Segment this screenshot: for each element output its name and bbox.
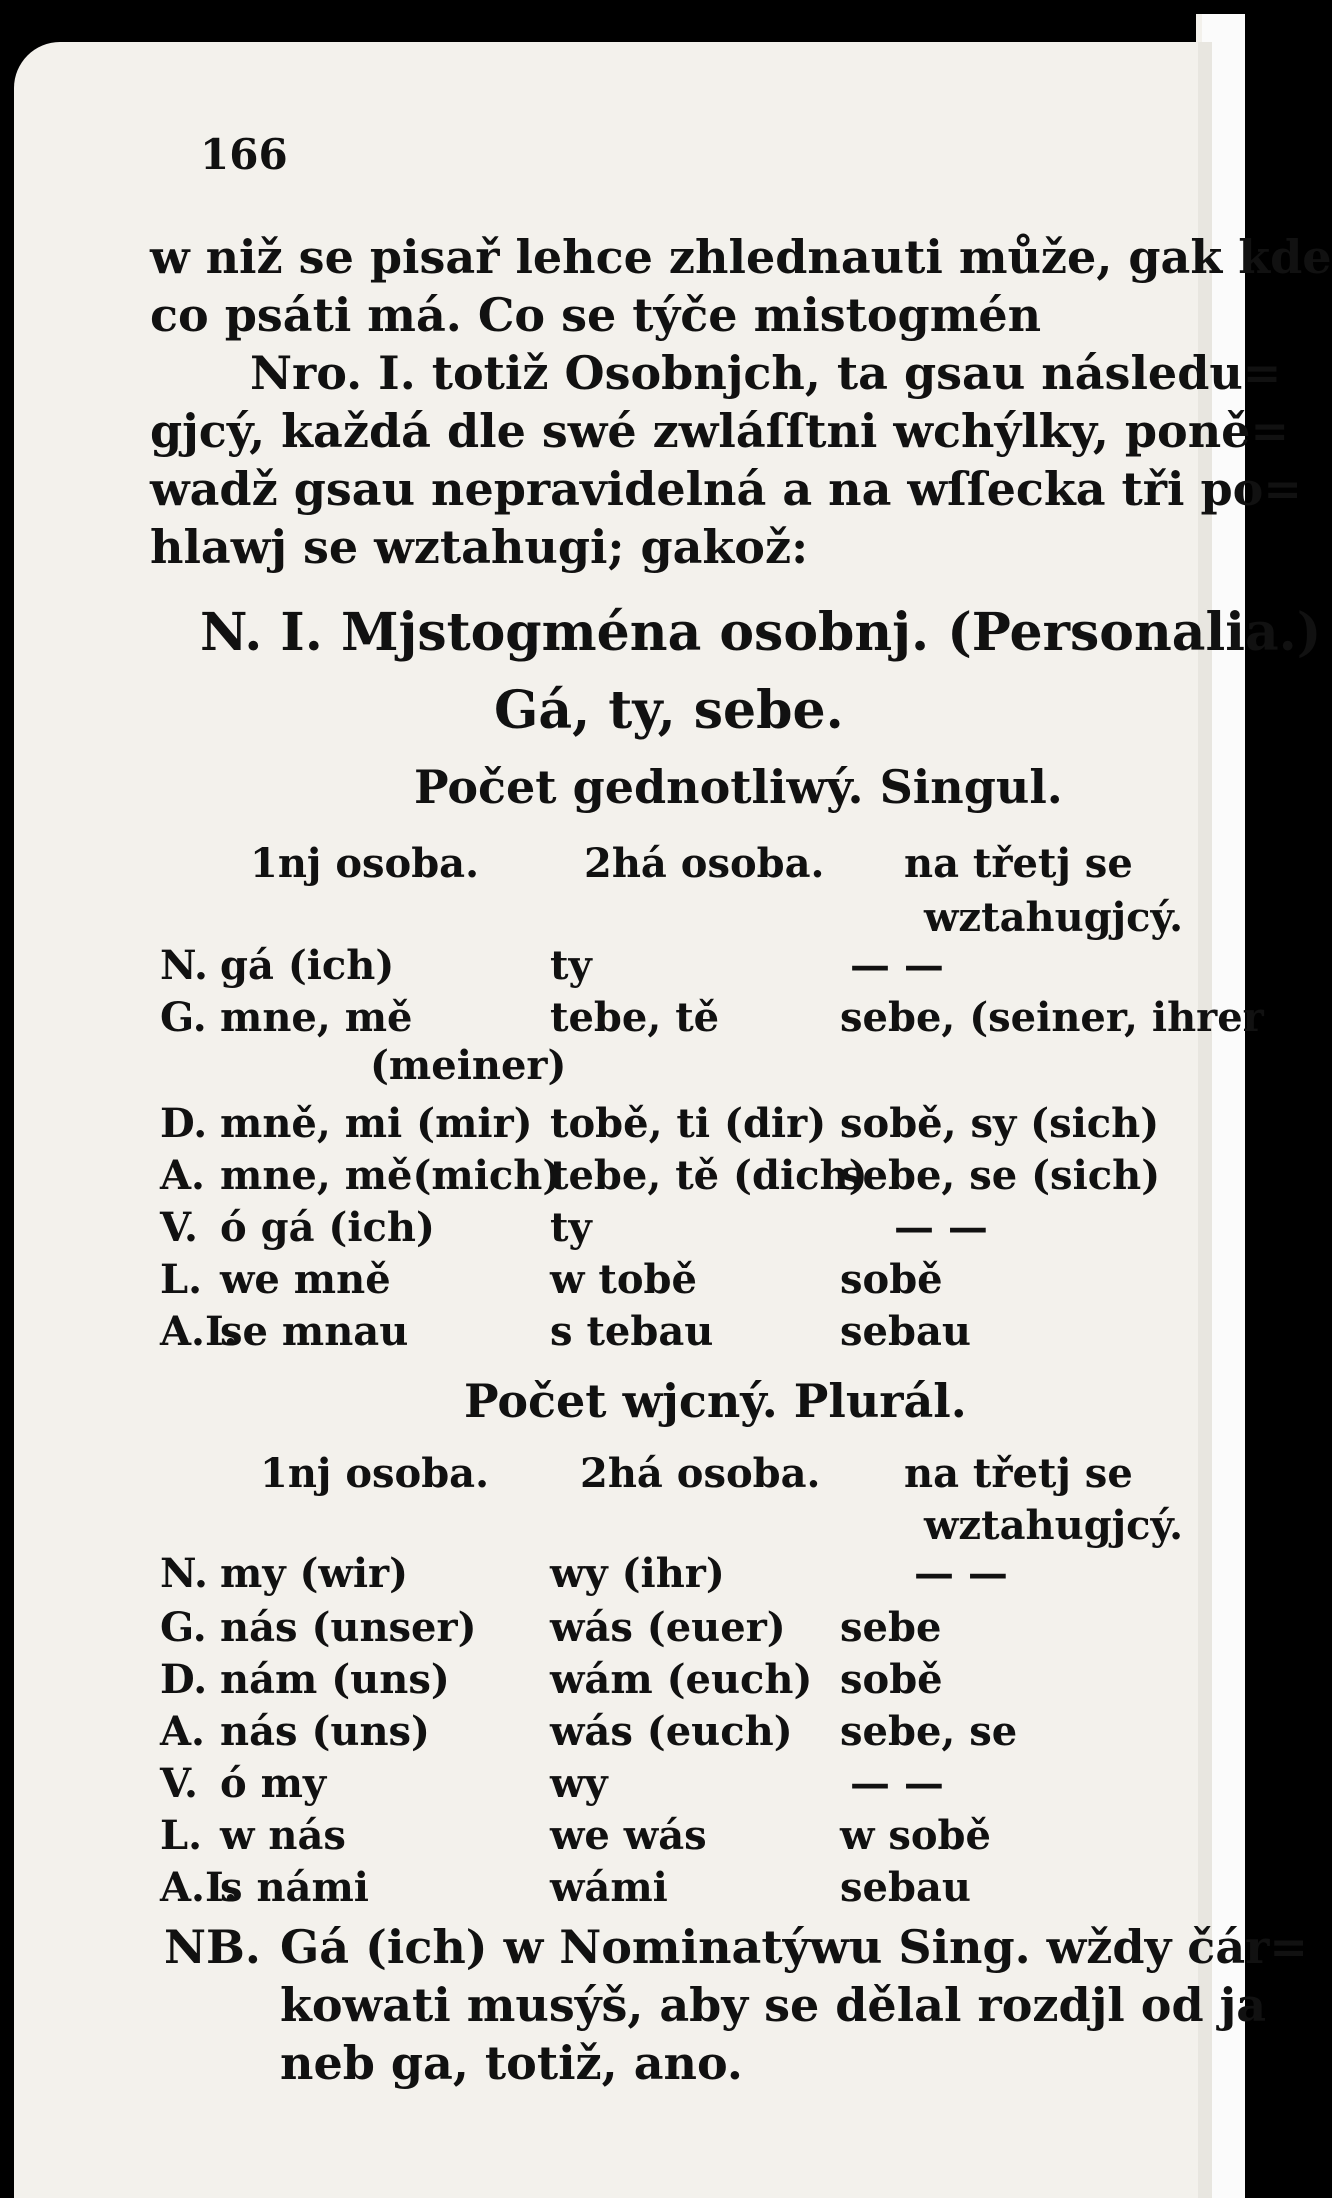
col-header-reflexive: na třetj se	[904, 1450, 1133, 1497]
table-row	[160, 1656, 450, 1703]
first-person-form: se mnau	[220, 1308, 409, 1355]
col-header-reflexive-cont: wztahugjcý.	[924, 1502, 1184, 1549]
case-label: A.	[160, 1708, 205, 1755]
first-person-form: ó gá (ich)	[220, 1204, 435, 1251]
first-person-form: nám (uns)	[220, 1656, 450, 1703]
case-label: G.	[160, 1604, 207, 1651]
case-label: G.	[160, 994, 207, 1041]
case-label: L.	[160, 1812, 203, 1859]
note-line: Gá (ich) w Nominatýwu Sing. wždy čár=	[280, 1920, 1308, 1974]
second-person-form: wy (ihr)	[550, 1550, 725, 1597]
reflexive-form: w sobě	[840, 1812, 991, 1859]
first-person-form: ó my	[220, 1760, 327, 1807]
first-person-form: my (wir)	[220, 1550, 409, 1597]
case-label: N.	[160, 942, 208, 989]
col-header-reflexive: na třetj se	[904, 840, 1133, 887]
case-label: A.	[160, 1152, 205, 1199]
table-row	[160, 1308, 408, 1355]
reflexive-form: sebe, se (sich)	[840, 1152, 1161, 1199]
second-person-form: ty	[550, 942, 592, 989]
col-header-reflexive-cont: wztahugjcý.	[924, 894, 1184, 941]
table-row	[160, 1864, 369, 1911]
reflexive-form: sobě	[840, 1256, 943, 1303]
second-person-form: tebe, tě (dich)	[550, 1152, 868, 1199]
reflexive-form: — —	[914, 1550, 1008, 1597]
first-person-form: s námi	[220, 1864, 369, 1911]
note-label: NB.	[164, 1920, 261, 1974]
table-row	[160, 1256, 391, 1303]
case-label: D.	[160, 1656, 208, 1703]
second-person-form: tobě, ti (dir)	[550, 1100, 827, 1147]
reflexive-form: sobě	[840, 1656, 943, 1703]
note-line: kowati musýš, aby se dělal rozdjl od ja	[280, 1978, 1267, 2032]
reflexive-form: sebau	[840, 1864, 971, 1911]
second-person-form: ty	[550, 1204, 592, 1251]
table-row	[160, 994, 412, 1041]
second-person-form: wám (euch)	[550, 1656, 813, 1703]
plural-title: Počet wjcný. Plurál.	[464, 1374, 967, 1428]
table-row	[160, 1812, 346, 1859]
singular-title: Počet gednotliwý. Singul.	[414, 760, 1063, 814]
second-person-form: wy	[550, 1760, 608, 1807]
table-row	[160, 1204, 435, 1251]
table-row	[160, 1550, 408, 1597]
first-person-form: nás (unser)	[220, 1604, 477, 1651]
second-person-form: s tebau	[550, 1308, 714, 1355]
intro-line: gjcý, každá dle swé zwláſſtni wchýlky, poně=	[150, 404, 1289, 458]
reflexive-form: sebe	[840, 1604, 942, 1651]
intro-line: wadž gsau nepravidelná a na wſſecka tři po=	[150, 462, 1302, 516]
second-person-form: tebe, tě	[550, 994, 720, 1041]
reflexive-form: — —	[894, 1204, 988, 1251]
page-number: 166	[200, 130, 288, 179]
col-header-first-person: 1nj osoba.	[260, 1450, 490, 1497]
table-row	[160, 1708, 430, 1755]
col-header-first-person: 1nj osoba.	[250, 840, 480, 887]
case-label: V.	[160, 1204, 198, 1251]
note-line: neb ga, totiž, ano.	[280, 2036, 743, 2090]
first-person-form: w nás	[220, 1812, 346, 1859]
intro-line: co psáti má. Co se týče mistogmén	[150, 288, 1042, 342]
intro-line: Nro. I. totiž Osobnjch, ta gsau následu=	[250, 346, 1282, 400]
second-person-form: w tobě	[550, 1256, 697, 1303]
first-person-form: mne, mě	[220, 994, 413, 1041]
case-label: A.I.	[160, 1864, 238, 1911]
reflexive-form: — —	[850, 1760, 944, 1807]
reflexive-form: sebe, (seiner, ihrer	[840, 994, 1264, 1041]
section-subtitle: Gá, ty, sebe.	[494, 680, 844, 741]
section-title: N. I. Mjstogména osobnj. (Personalia.)	[200, 602, 1322, 663]
case-label: A.I.	[160, 1308, 238, 1355]
first-person-form-cont: (meiner)	[370, 1042, 567, 1089]
reflexive-form: sebe, se	[840, 1708, 1018, 1755]
col-header-second-person: 2há osoba.	[580, 1450, 821, 1497]
table-row	[160, 1152, 561, 1199]
first-person-form: we mně	[220, 1256, 391, 1303]
first-person-form: nás (uns)	[220, 1708, 430, 1755]
second-person-form: we wás	[550, 1812, 707, 1859]
table-row	[160, 1604, 477, 1651]
table-row	[160, 942, 394, 989]
reflexive-form: sebau	[840, 1308, 971, 1355]
first-person-form: mně, mi (mir)	[220, 1100, 533, 1147]
second-person-form: wámi	[550, 1864, 668, 1911]
col-header-second-person: 2há osoba.	[584, 840, 825, 887]
case-label: L.	[160, 1256, 203, 1303]
intro-line: hlawj se wztahugi; gakož:	[150, 520, 809, 574]
reflexive-form: — —	[850, 942, 944, 989]
first-person-form: gá (ich)	[220, 942, 395, 989]
book-page	[14, 42, 1332, 2198]
second-person-form: wás (euch)	[550, 1708, 793, 1755]
second-person-form: wás (euer)	[550, 1604, 786, 1651]
table-row	[160, 1760, 326, 1807]
table-row	[160, 1100, 533, 1147]
reflexive-form: sobě, sy (sich)	[840, 1100, 1160, 1147]
first-person-form: mne, mě(mich)	[220, 1152, 562, 1199]
case-label: V.	[160, 1760, 198, 1807]
case-label: N.	[160, 1550, 208, 1597]
case-label: D.	[160, 1100, 208, 1147]
intro-line: w niž se pisař lehce zhlednauti může, gak kde	[150, 230, 1332, 284]
